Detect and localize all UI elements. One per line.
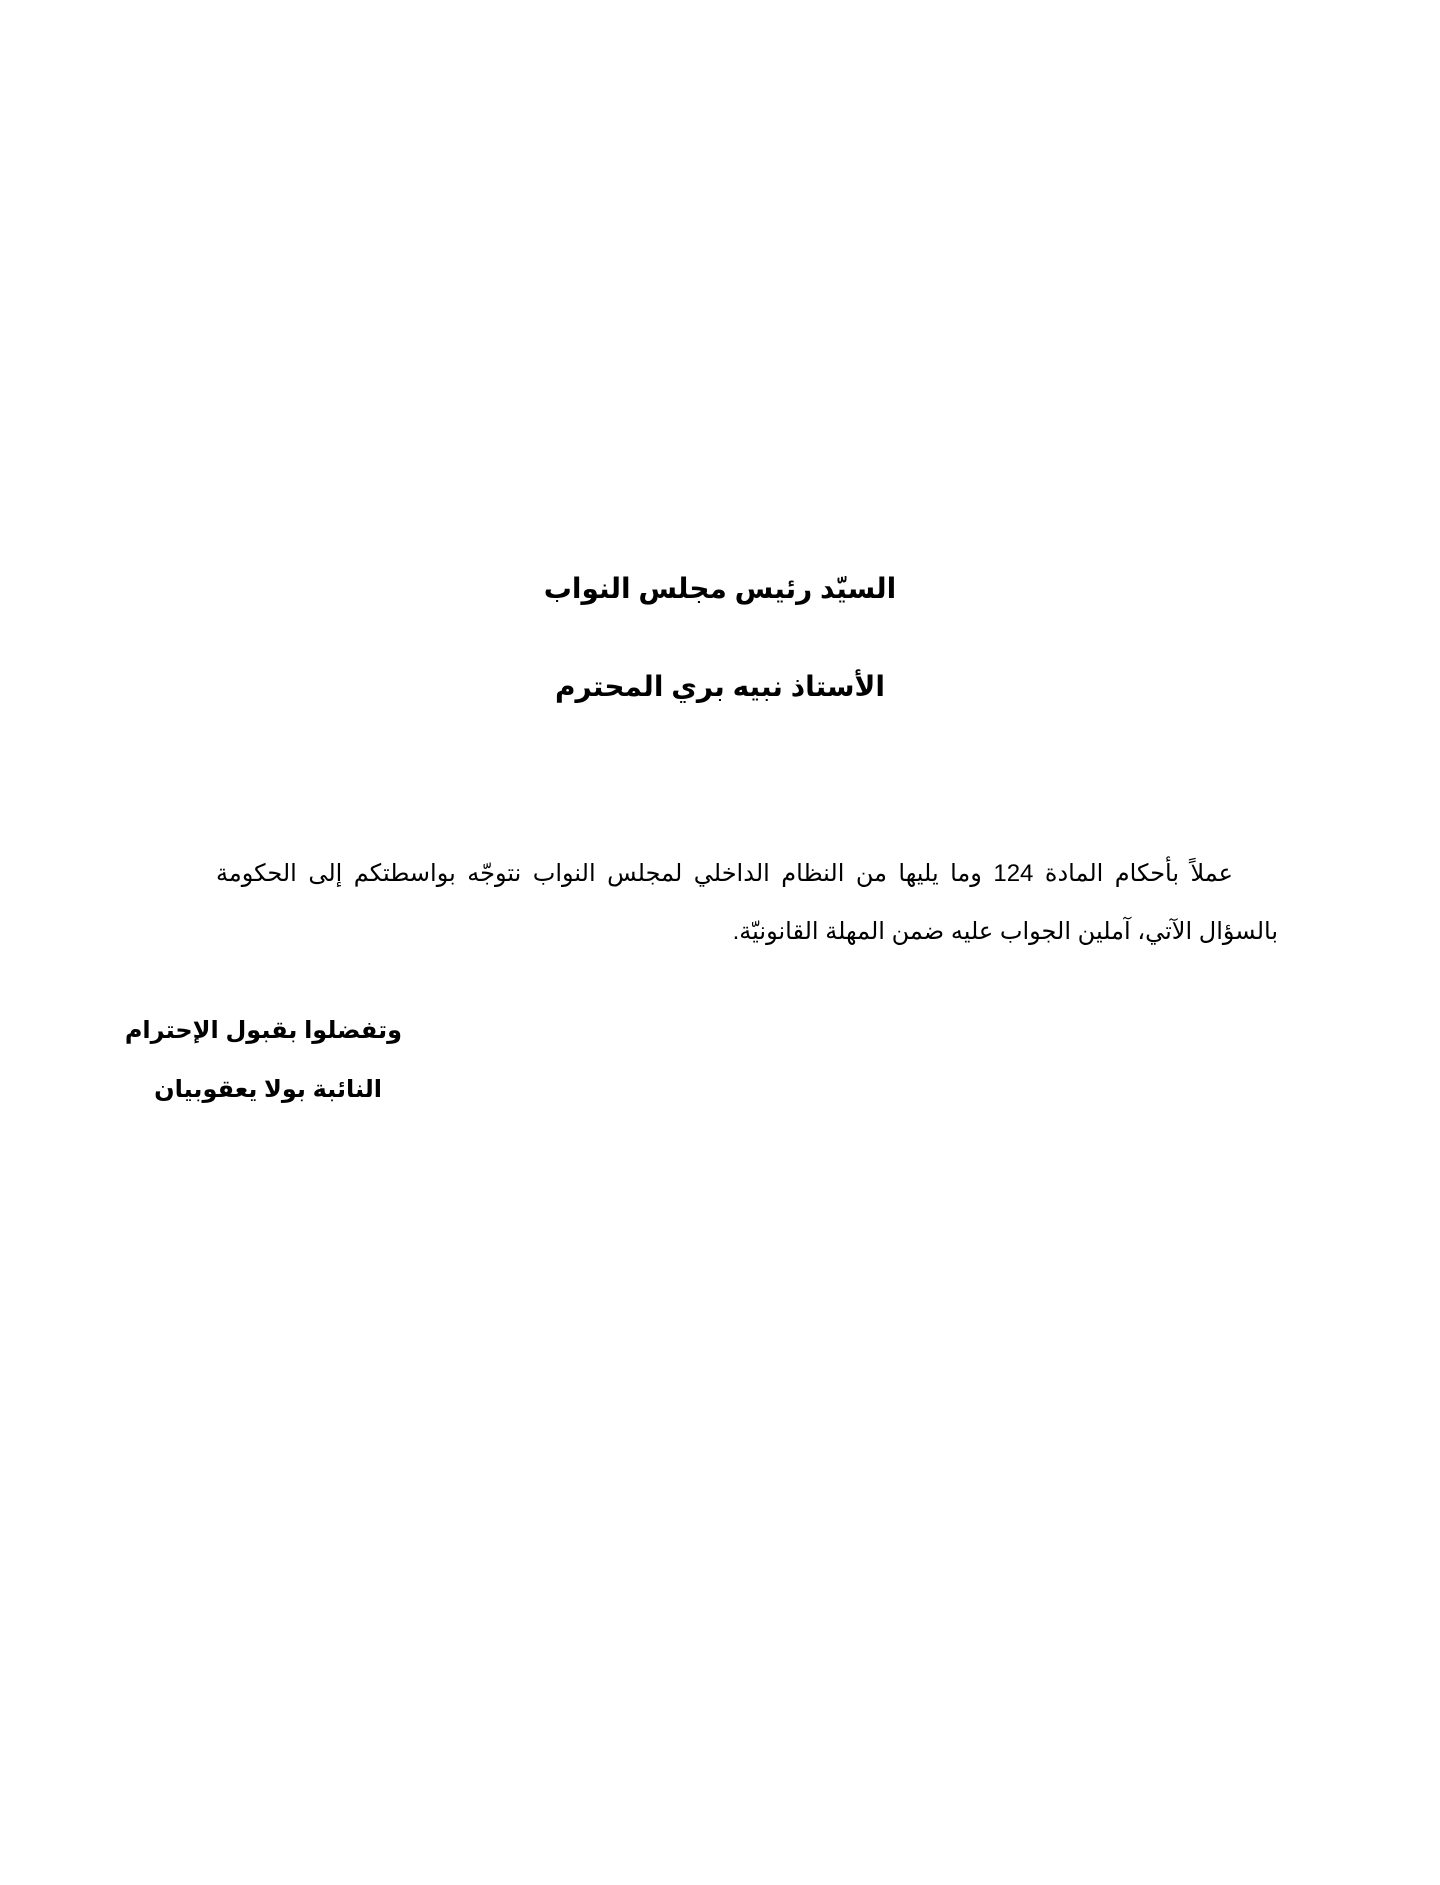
closing-line: وتفضلوا بقبول الإحترام — [124, 1017, 402, 1044]
addressee-title: السيّد رئيس مجلس النواب — [543, 573, 897, 604]
letter-body-text: عملاً بأحكام المادة 124 وما يليها من النظام الداخلي لمجلس النواب نتوجّه بواسطتكم إلى الحكومة بالسؤال الآتي، آملين الجواب عليه ضمن المهلة القانونيّة. — [216, 860, 1278, 945]
addressee-name: الأستاذ نبيه بري المحترم — [554, 671, 885, 702]
signer-name: النائبة بولا يعقوبيان — [154, 1076, 382, 1103]
letter-body — [216, 845, 1278, 961]
